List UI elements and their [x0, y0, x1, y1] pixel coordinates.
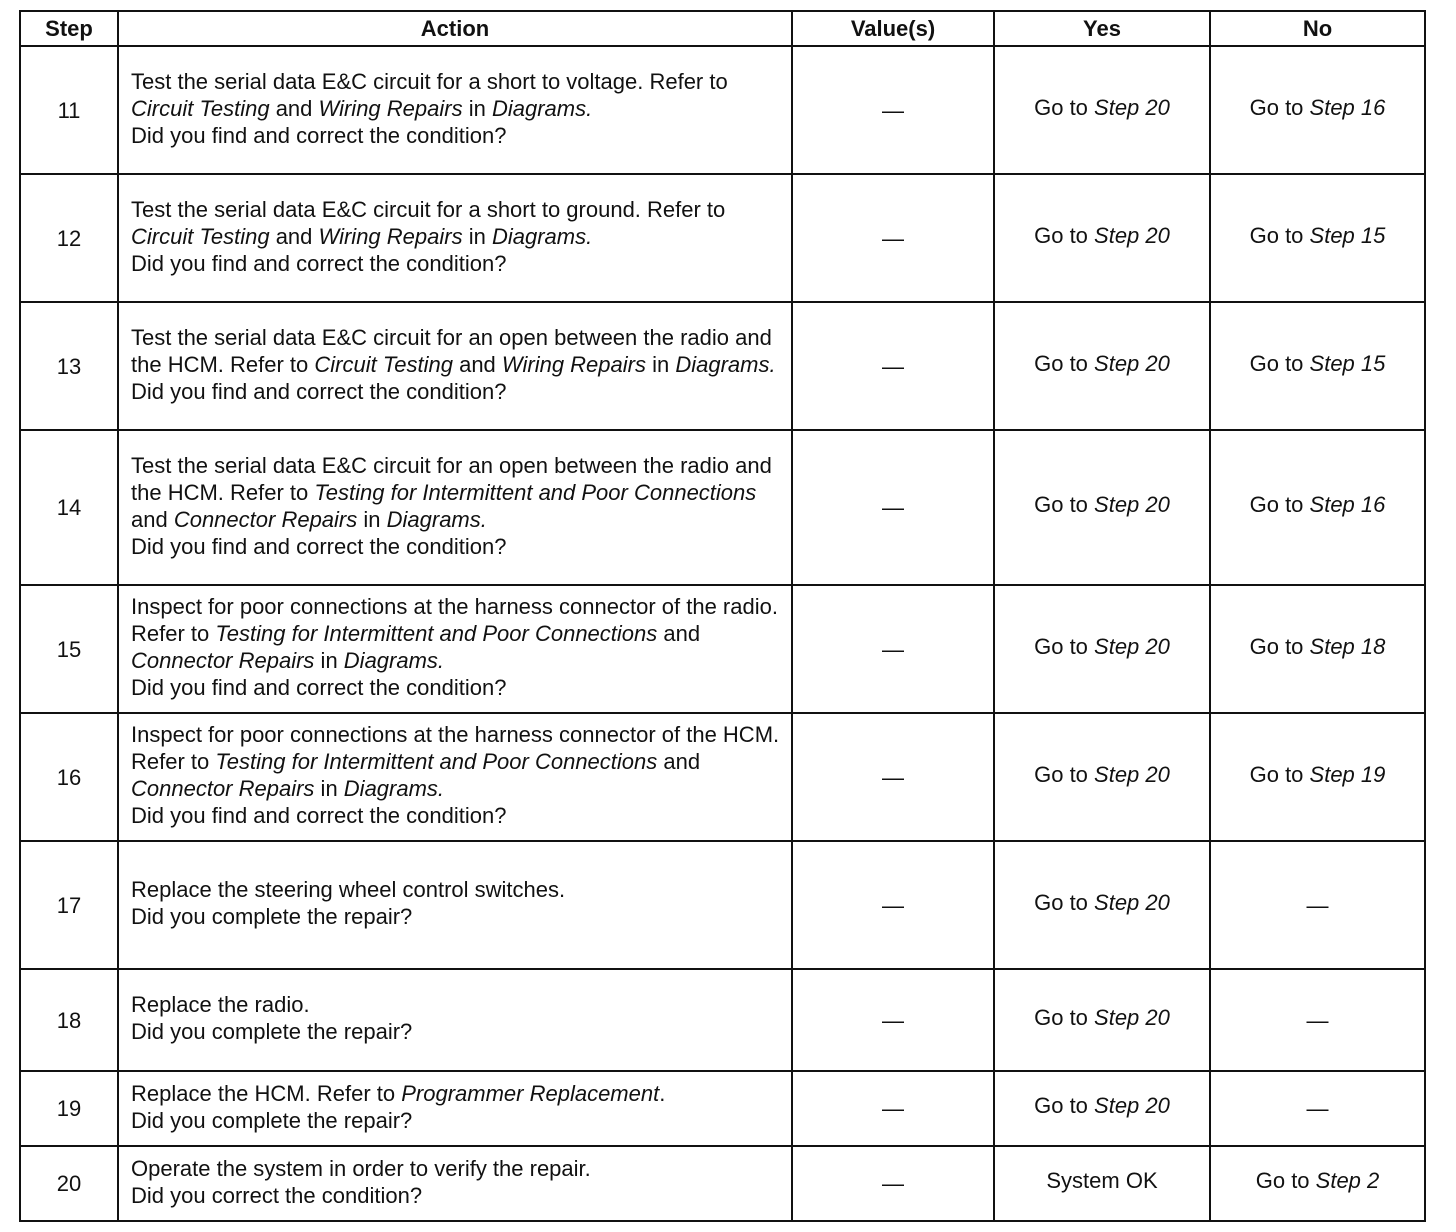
action-cell — [118, 1146, 792, 1221]
action-question: Did you complete the repair? — [131, 1019, 413, 1044]
yes-cell — [994, 1071, 1210, 1146]
no-prefix: Go to — [1249, 761, 1310, 787]
action-question: Did you find and correct the condition? — [131, 378, 507, 404]
header-action: Action — [118, 11, 792, 46]
value-cell: — — [792, 585, 994, 713]
value-cell: — — [792, 46, 994, 174]
no-cell — [1210, 713, 1425, 841]
action-text: in — [462, 95, 492, 121]
yes-prefix: Go to — [1034, 1093, 1095, 1118]
action-text: and — [657, 749, 701, 774]
yes-prefix: Go to — [1034, 222, 1095, 248]
action-reference: Wiring Repairs — [318, 95, 463, 121]
yes-step-link[interactable]: Step 20 — [1094, 222, 1170, 248]
action-reference: Circuit Testing — [131, 223, 270, 249]
no-step-link[interactable]: Step 15 — [1309, 350, 1386, 376]
action-instruction — [131, 721, 781, 802]
yes-cell — [994, 46, 1210, 174]
step-number: 20 — [20, 1146, 118, 1221]
action-question: Did you complete the repair? — [131, 1107, 413, 1133]
no-cell — [1210, 1146, 1425, 1221]
action-reference: Testing for Intermittent and Poor Connections — [215, 749, 658, 774]
action-reference: Connector Repairs — [173, 506, 358, 532]
no-prefix: Go to — [1249, 633, 1310, 659]
action-text: in — [314, 776, 344, 801]
no-cell — [1210, 841, 1425, 969]
diagnostic-table — [19, 10, 1426, 1222]
action-instruction — [131, 1155, 781, 1182]
yes-step-link[interactable]: Step 20 — [1094, 1004, 1170, 1030]
value-cell: — — [792, 841, 994, 969]
step-number: 18 — [20, 969, 118, 1071]
step-number: 16 — [20, 713, 118, 841]
action-text: in — [357, 506, 387, 532]
action-text: and — [452, 351, 502, 377]
table-row — [20, 302, 1425, 430]
yes-cell — [994, 430, 1210, 585]
no-dash: — — [1306, 1096, 1329, 1121]
action-reference: Diagrams. — [343, 648, 445, 673]
table-row — [20, 1146, 1425, 1221]
action-reference: Testing for Intermittent and Poor Connections — [314, 479, 757, 505]
step-number: 13 — [20, 302, 118, 430]
table-row — [20, 46, 1425, 174]
action-question: Did you find and correct the condition? — [131, 122, 507, 148]
yes-prefix: Go to — [1034, 350, 1095, 376]
no-step-link[interactable]: Step 18 — [1309, 633, 1386, 659]
action-reference: Connector Repairs — [131, 776, 315, 801]
action-cell — [118, 174, 792, 302]
no-step-link[interactable]: Step 16 — [1309, 94, 1386, 120]
table-row — [20, 969, 1425, 1071]
no-step-link[interactable]: Step 19 — [1309, 761, 1386, 787]
header-yes: Yes — [994, 11, 1210, 46]
table-row — [20, 1071, 1425, 1146]
no-cell — [1210, 174, 1425, 302]
table-row — [20, 585, 1425, 713]
table-row — [20, 430, 1425, 585]
action-question: Did you find and correct the condition? — [131, 250, 507, 276]
yes-prefix: Go to — [1034, 94, 1095, 120]
step-number: 14 — [20, 430, 118, 585]
action-cell — [118, 1071, 792, 1146]
action-text: and — [657, 621, 701, 646]
action-reference: Connector Repairs — [131, 648, 315, 673]
no-cell — [1210, 430, 1425, 585]
yes-cell — [994, 585, 1210, 713]
action-text: in — [314, 648, 344, 673]
no-step-link[interactable]: Step 2 — [1315, 1168, 1380, 1193]
action-text: Test the serial data E&C circuit for a short to voltage. Refer to — [131, 68, 728, 94]
action-instruction — [131, 452, 781, 533]
action-reference: Diagrams. — [491, 95, 593, 121]
action-text: Replace the HCM. Refer to — [131, 1080, 402, 1106]
action-instruction — [131, 324, 781, 378]
no-prefix: Go to — [1255, 1168, 1316, 1193]
action-text: . — [659, 1080, 666, 1106]
yes-prefix: Go to — [1034, 1004, 1095, 1030]
action-reference: Diagrams. — [386, 506, 487, 532]
yes-step-link[interactable]: Step 20 — [1094, 350, 1170, 376]
yes-step-link[interactable]: Step 20 — [1094, 94, 1170, 120]
action-reference: Diagrams. — [343, 776, 445, 801]
yes-cell — [994, 302, 1210, 430]
no-cell — [1210, 969, 1425, 1071]
yes-prefix: Go to — [1034, 761, 1095, 787]
action-instruction — [131, 1080, 781, 1107]
action-cell — [118, 430, 792, 585]
yes-step-link[interactable]: Step 20 — [1094, 1093, 1170, 1118]
action-text: in — [462, 223, 492, 249]
action-cell — [118, 969, 792, 1071]
yes-step-link[interactable]: Step 20 — [1094, 761, 1170, 787]
table-row — [20, 713, 1425, 841]
action-instruction — [131, 68, 781, 122]
action-question: Did you complete the repair? — [131, 904, 413, 929]
step-number: 17 — [20, 841, 118, 969]
yes-step-link[interactable]: Step 20 — [1094, 492, 1170, 517]
action-text: and — [269, 95, 319, 121]
header-values: Value(s) — [792, 11, 994, 46]
value-cell: — — [792, 969, 994, 1071]
action-reference: Testing for Intermittent and Poor Connections — [215, 621, 658, 646]
action-text: and — [131, 506, 174, 532]
yes-cell — [994, 174, 1210, 302]
yes-prefix: Go to — [1034, 633, 1095, 659]
header-no: No — [1210, 11, 1425, 46]
yes-cell — [994, 841, 1210, 969]
action-question: Did you correct the condition? — [131, 1182, 423, 1208]
action-reference: Diagrams. — [491, 223, 593, 249]
value-cell: — — [792, 174, 994, 302]
step-number: 15 — [20, 585, 118, 713]
step-number: 19 — [20, 1071, 118, 1146]
action-reference: Circuit Testing — [131, 95, 270, 121]
action-instruction — [131, 876, 781, 903]
value-cell: — — [792, 1146, 994, 1221]
table-row — [20, 841, 1425, 969]
action-text: Test the serial data E&C circuit for an open between the radio and the HCM. Refer to — [131, 324, 772, 377]
value-cell: — — [792, 430, 994, 585]
no-cell — [1210, 1071, 1425, 1146]
no-step-link[interactable]: Step 16 — [1309, 492, 1386, 517]
action-cell — [118, 302, 792, 430]
yes-cell — [994, 1146, 1210, 1221]
action-reference: Diagrams. — [675, 351, 776, 377]
step-number: 12 — [20, 174, 118, 302]
no-prefix: Go to — [1249, 350, 1310, 376]
no-prefix: Go to — [1249, 222, 1310, 248]
yes-step-link[interactable]: Step 20 — [1094, 633, 1170, 659]
no-cell — [1210, 302, 1425, 430]
action-text: Operate the system in order to verify the repair. — [131, 1155, 591, 1181]
action-text: Test the serial data E&C circuit for a short to ground. Refer to — [131, 196, 726, 222]
action-text: Replace the radio. — [131, 992, 310, 1017]
action-cell — [118, 46, 792, 174]
action-text: in — [645, 351, 676, 377]
yes-cell — [994, 713, 1210, 841]
yes-prefix: Go to — [1034, 492, 1095, 517]
action-text: Inspect for poor connections at the harness connector of the HCM. Refer to — [131, 722, 780, 774]
no-cell — [1210, 585, 1425, 713]
action-text: Inspect for poor connections at the harness connector of the radio. Refer to — [131, 594, 778, 646]
no-cell — [1210, 46, 1425, 174]
no-step-link[interactable]: Step 15 — [1309, 222, 1386, 248]
action-text: and — [269, 223, 319, 249]
action-reference: Programmer Replacement — [401, 1080, 660, 1106]
action-text: Replace the steering wheel control switches. — [131, 877, 566, 902]
action-text: Test the serial data E&C circuit for an open between the radio and the HCM. Refer to — [131, 452, 772, 505]
value-cell: — — [792, 713, 994, 841]
yes-result: System OK — [1046, 1168, 1158, 1193]
yes-prefix: Go to — [1034, 889, 1095, 915]
action-instruction — [131, 593, 781, 674]
no-dash: — — [1306, 1007, 1329, 1033]
no-prefix: Go to — [1249, 94, 1310, 120]
no-dash: — — [1306, 892, 1329, 918]
table-row — [20, 174, 1425, 302]
value-cell: — — [792, 1071, 994, 1146]
value-cell: — — [792, 302, 994, 430]
no-prefix: Go to — [1249, 492, 1310, 517]
action-cell — [118, 585, 792, 713]
action-instruction — [131, 196, 781, 250]
action-cell — [118, 841, 792, 969]
action-question: Did you find and correct the condition? — [131, 803, 507, 828]
action-question: Did you find and correct the condition? — [131, 675, 507, 700]
action-question: Did you find and correct the condition? — [131, 533, 507, 559]
step-number: 11 — [20, 46, 118, 174]
action-reference: Circuit Testing — [314, 351, 453, 377]
yes-cell — [994, 969, 1210, 1071]
action-reference: Wiring Repairs — [501, 351, 646, 377]
action-instruction — [131, 991, 781, 1018]
action-cell — [118, 713, 792, 841]
action-reference: Wiring Repairs — [318, 223, 463, 249]
yes-step-link[interactable]: Step 20 — [1094, 889, 1170, 915]
header-step: Step — [20, 11, 118, 46]
header-row — [20, 11, 1425, 46]
